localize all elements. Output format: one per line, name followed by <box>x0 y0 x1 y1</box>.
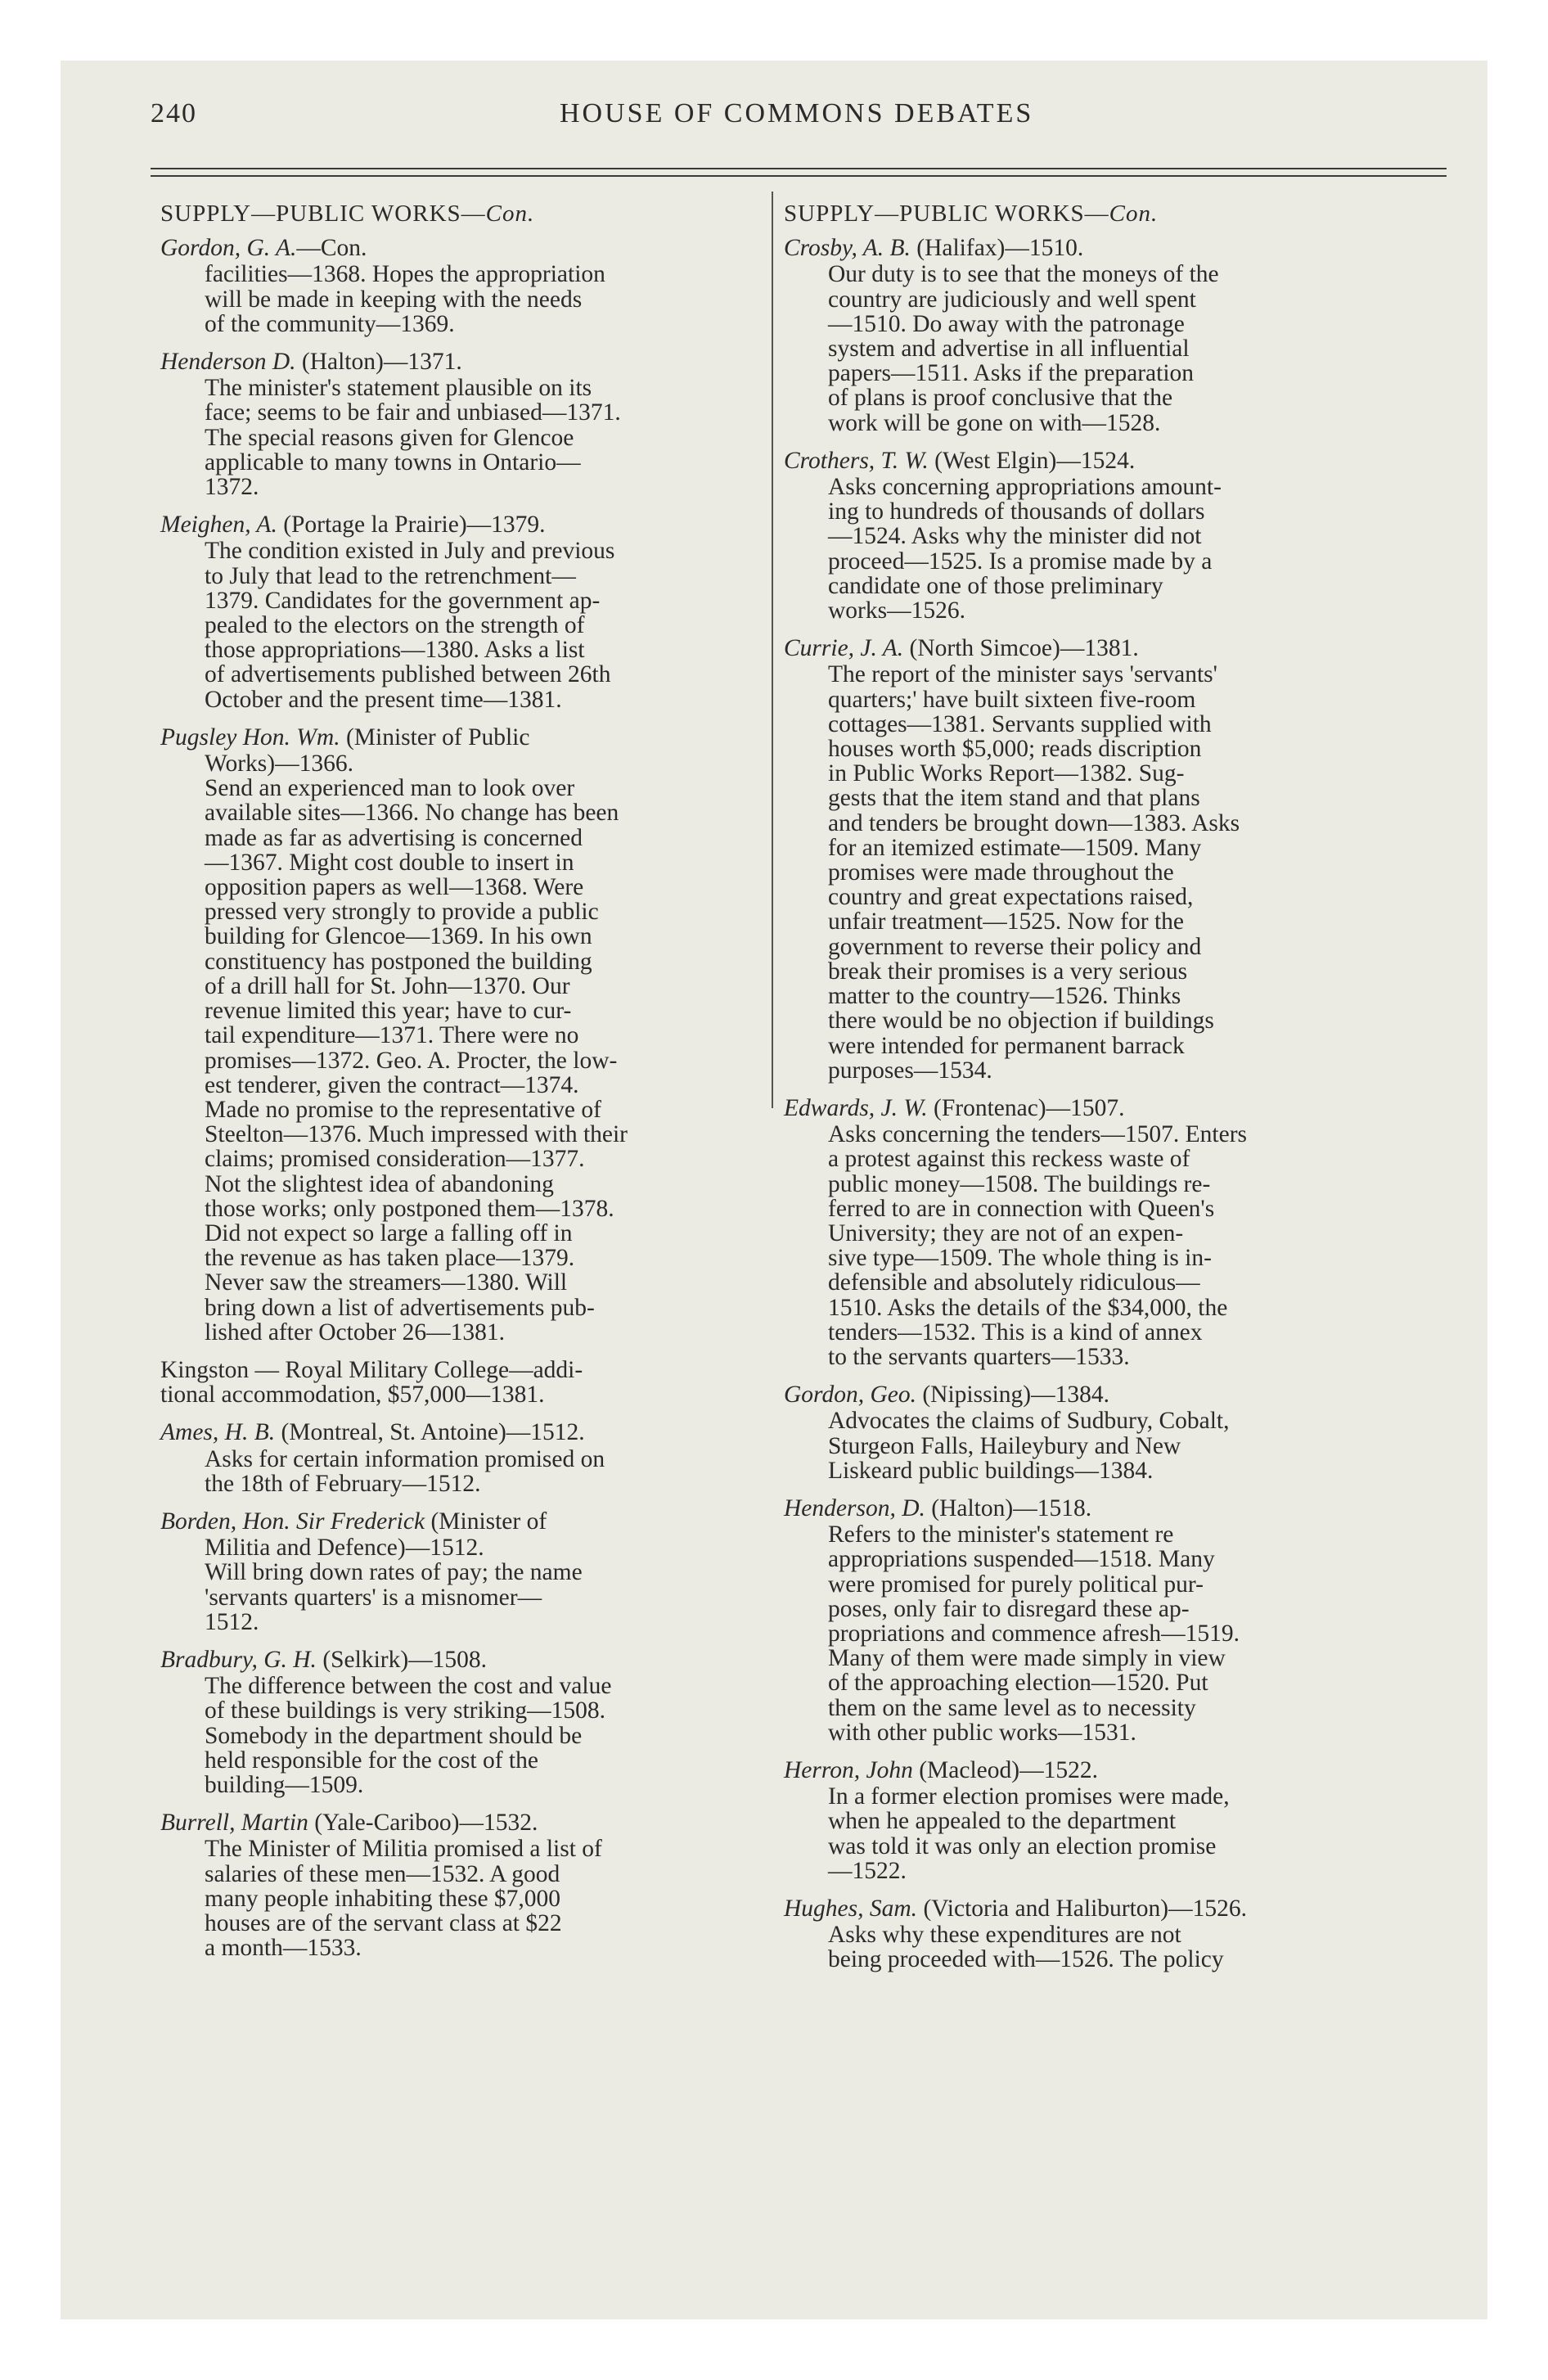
remark-line: salaries of these men—1532. A good <box>205 1860 560 1887</box>
speaker-name: Henderson D. <box>160 349 296 376</box>
speaker-remarks <box>828 1922 1381 1972</box>
remark-line: was told it was only an election promise <box>828 1832 1217 1859</box>
remark-line: country and great expectations raised, <box>828 884 1194 911</box>
remark-line: Refers to the minister's statement re <box>828 1521 1174 1548</box>
speaker-entry <box>784 1496 1381 1745</box>
speaker-detail: (Halton)—1371. <box>295 349 462 376</box>
remark-line: promises—1372. Geo. A. Procter, the low- <box>205 1047 618 1074</box>
speaker-entry <box>160 725 758 1345</box>
remark-line: those works; only postponed them—1378. <box>205 1195 614 1222</box>
remark-line: promises were made throughout the <box>828 859 1174 886</box>
speaker-line <box>160 1509 758 1534</box>
remark-line: of these buildings is very striking—1508. <box>205 1697 605 1724</box>
remark-line: 1379. Candidates for the government ap- <box>205 587 601 614</box>
remark-line: houses worth $5,000; reads discription <box>828 736 1202 763</box>
remark-line: Asks why these expenditures are not <box>828 1922 1181 1949</box>
remark-line: country are judiciously and well spent <box>828 286 1196 313</box>
speaker-line <box>160 1648 758 1672</box>
remark-line: Asks for certain information promised on <box>205 1445 605 1472</box>
speaker-line <box>784 1496 1381 1521</box>
remark-line: for an itemized estimate—1509. Many <box>828 834 1202 861</box>
speaker-line <box>160 725 758 750</box>
remark-line: bring down a list of advertisements pub- <box>205 1294 595 1321</box>
speaker-detail: (Halton)—1518. <box>925 1494 1092 1521</box>
remark-line: Our duty is to see that the moneys of the <box>828 261 1219 288</box>
speaker-detail: (Victoria and Haliburton)—1526. <box>917 1895 1247 1922</box>
speaker-line <box>160 1810 758 1835</box>
speaker-remarks <box>205 262 758 336</box>
remark-line: The difference between the cost and value <box>205 1673 612 1700</box>
remark-line: with other public works—1531. <box>828 1719 1136 1746</box>
remark-line: Liskeard public buildings—1384. <box>828 1457 1154 1484</box>
speaker-line <box>784 449 1381 473</box>
remark-line: will be made in keeping with the needs <box>205 286 583 313</box>
speaker-name: Burrell, Martin <box>160 1810 308 1837</box>
remark-line: were intended for permanent barrack <box>828 1032 1185 1059</box>
speaker-detail: (Nipissing)—1384. <box>916 1382 1109 1409</box>
speaker-entry <box>160 1810 758 1960</box>
remark-line: and tenders be brought down—1383. Asks <box>828 809 1240 836</box>
remark-line: houses are of the servant class at $22 <box>205 1910 562 1936</box>
remark-line: ing to hundreds of thousands of dollars <box>828 498 1205 525</box>
speaker-name: Herron, John <box>784 1756 913 1783</box>
remark-line: of the community—1369. <box>205 310 455 337</box>
speaker-detail: —Con. <box>296 235 367 262</box>
page-header <box>151 98 1443 139</box>
remark-line: work will be gone on with—1528. <box>828 409 1161 436</box>
speaker-remarks <box>828 1409 1381 1483</box>
remark-line: Advocates the claims of Sudbury, Cobalt, <box>828 1408 1230 1435</box>
speaker-line <box>784 1896 1381 1921</box>
remark-line: ferred to are in connection with Queen's <box>828 1195 1215 1222</box>
remark-line: pealed to the electors on the strength of <box>205 612 585 639</box>
speaker-entry <box>784 236 1381 435</box>
speaker-remarks <box>205 1447 758 1496</box>
remark-line: of advertisements published between 26th <box>205 661 611 688</box>
remark-line: being proceeded with—1526. The policy <box>828 1946 1224 1973</box>
remark-line: proceed—1525. Is a promise made by a <box>828 548 1213 575</box>
remark-line: 1510. Asks the details of the $34,000, the <box>828 1294 1228 1321</box>
speaker-remarks <box>828 475 1381 623</box>
speaker-entry <box>784 449 1381 623</box>
speaker-entry <box>784 1096 1381 1369</box>
speaker-remarks <box>205 1560 758 1634</box>
speaker-entry <box>784 1758 1381 1883</box>
header-rule-bottom <box>151 175 1447 177</box>
remark-line: Did not expect so large a falling off in <box>205 1219 573 1246</box>
speaker-name: Hughes, Sam. <box>784 1895 918 1922</box>
remark-line: a protest against this reckess waste of <box>828 1146 1190 1173</box>
speaker-remarks <box>205 1674 758 1797</box>
speaker-remarks <box>828 1784 1381 1883</box>
speaker-remarks <box>205 776 758 1345</box>
speaker-detail: (Macleod)—1522. <box>912 1756 1098 1783</box>
speaker-name: Gordon, G. A. <box>160 235 297 262</box>
speaker-name: Pugsley Hon. Wm. <box>160 723 340 751</box>
remark-line: papers—1511. Asks if the preparation <box>828 360 1195 387</box>
speaker-remarks <box>205 1837 758 1960</box>
speaker-line <box>160 236 758 260</box>
speaker-line <box>784 236 1381 260</box>
remark-line: Sturgeon Falls, Haileybury and New <box>828 1432 1181 1459</box>
remark-line: 1512. <box>205 1608 259 1635</box>
speaker-detail: (Frontenac)—1507. <box>927 1094 1125 1121</box>
heading-con: Con. <box>1109 201 1159 227</box>
remark-line: —1522. <box>828 1857 907 1884</box>
remark-line: gests that the item stand and that plans <box>828 785 1200 812</box>
page-number: 240 <box>151 98 197 128</box>
remark-line: —1524. Asks why the minister did not <box>828 523 1202 550</box>
speaker-remarks <box>828 662 1381 1082</box>
speaker-name: Crosby, A. B. <box>784 235 911 262</box>
remark-line: works—1526. <box>828 597 965 624</box>
remark-line: Never saw the streamers—1380. Will <box>205 1269 568 1296</box>
remark-line: the 18th of February—1512. <box>205 1470 481 1497</box>
remark-line: lished after October 26—1381. <box>205 1318 506 1346</box>
remark-line: building for Glencoe—1369. In his own <box>205 923 592 950</box>
speaker-line <box>160 349 758 374</box>
remark-line: Will bring down rates of pay; the name <box>205 1559 583 1586</box>
remark-line: —1510. Do away with the patronage <box>828 310 1185 337</box>
speaker-name: Gordon, Geo. <box>784 1382 916 1409</box>
remark-line: to July that lead to the retrenchment— <box>205 562 576 589</box>
remark-line: sive type—1509. The whole thing is in- <box>828 1245 1212 1272</box>
remark-line: est tenderer, given the contract—1374. <box>205 1071 579 1098</box>
speaker-detail: (Minister of <box>425 1508 547 1535</box>
speaker-remarks <box>828 1522 1381 1745</box>
scanned-page <box>61 61 1487 2319</box>
remark-line: those appropriations—1380. Asks a list <box>205 637 585 664</box>
remark-line: a month—1533. <box>205 1935 362 1962</box>
speaker-remarks <box>828 1122 1381 1369</box>
remark-line: cottages—1381. Servants supplied with <box>828 710 1212 737</box>
remark-line: break their promises is a very serious <box>828 958 1188 985</box>
speaker-line <box>784 1096 1381 1120</box>
speaker-name: Ames, H. B. <box>160 1419 276 1446</box>
page-title: HOUSE OF COMMONS DEBATES <box>560 98 1034 128</box>
speaker-remarks <box>205 539 758 711</box>
remark-line: government to reverse their policy and <box>828 933 1202 960</box>
remark-line: Asks concerning appropriations amount- <box>828 474 1222 501</box>
remark-line: available sites—1366. No change has been <box>205 800 619 827</box>
speaker-detail: (Minister of Public <box>340 723 530 751</box>
remark-line: to the servants quarters—1533. <box>828 1343 1130 1370</box>
remark-line: many people inhabiting these $7,000 <box>205 1885 561 1912</box>
remark-line: defensible and absolutely ridiculous— <box>828 1269 1200 1296</box>
speaker-detail: (Selkirk)—1508. <box>316 1646 488 1673</box>
left-column-heading <box>160 201 758 226</box>
speaker-line <box>160 512 758 537</box>
remark-line: Made no promise to the representative of <box>205 1096 601 1123</box>
kingston-line: tional accommodation, $57,000—1381. <box>160 1382 545 1409</box>
remark-line: system and advertise in all influential <box>828 336 1190 363</box>
speaker-entry <box>160 1420 758 1496</box>
remark-line: tail expenditure—1371. There were no <box>205 1022 579 1049</box>
remark-line: revenue limited this year; have to cur- <box>205 998 572 1025</box>
remark-line: The special reasons given for Glencoe <box>205 424 574 451</box>
speaker-detail: (North Simcoe)—1381. <box>903 635 1139 662</box>
speaker-entry <box>160 349 758 499</box>
remark-line: —1367. Might cost double to insert in <box>205 849 574 876</box>
remark-line: them on the same level as to necessity <box>828 1694 1196 1721</box>
header-rule-top <box>151 168 1447 169</box>
kingston-item <box>160 1358 758 1407</box>
speaker-line <box>784 1382 1381 1407</box>
speaker-entry <box>160 512 758 712</box>
kingston-line: Kingston — Royal Military College—addi- <box>160 1356 583 1383</box>
speaker-detail: (Montreal, St. Antoine)—1512. <box>275 1419 585 1446</box>
speaker-name: Crothers, T. W. <box>784 447 929 474</box>
speaker-entry <box>784 1382 1381 1483</box>
speaker-remarks <box>205 376 758 499</box>
remark-line: of plans is proof conclusive that the <box>828 385 1173 412</box>
remark-line: in Public Works Report—1382. Sug- <box>828 760 1185 787</box>
remark-line: applicable to many towns in Ontario— <box>205 449 581 476</box>
speaker-line <box>160 1420 758 1445</box>
right-column-heading <box>784 201 1381 226</box>
remark-line: Steelton—1376. Much impressed with their <box>205 1121 628 1148</box>
remark-line: The Minister of Militia promised a list of <box>205 1836 602 1863</box>
remark-line: matter to the country—1526. Thinks <box>828 983 1181 1010</box>
right-column <box>784 201 1381 1986</box>
heading-text: SUPPLY—PUBLIC WORKS— <box>784 201 1109 227</box>
speaker-entry <box>784 636 1381 1083</box>
remark-line: opposition papers as well—1368. Were <box>205 874 584 901</box>
remark-line: public money—1508. The buildings re- <box>828 1170 1211 1197</box>
remark-line: were promised for purely political pur- <box>828 1571 1204 1598</box>
speaker-entry <box>784 1896 1381 1972</box>
speaker-detail-continued: Militia and Defence)—1512. <box>205 1535 484 1562</box>
remark-line: 'servants quarters' is a misnomer— <box>205 1584 542 1611</box>
remark-line: purposes—1534. <box>828 1057 992 1084</box>
heading-text: SUPPLY—PUBLIC WORKS— <box>160 201 486 227</box>
remark-line: of a drill hall for St. John—1370. Our <box>205 972 570 999</box>
remark-line: Many of them were made simply in view <box>828 1645 1226 1672</box>
remark-line: The minister's statement plausible on its <box>205 375 592 402</box>
remark-line: The condition existed in July and previous <box>205 538 615 565</box>
remark-line: October and the present time—1381. <box>205 686 562 713</box>
speaker-entry <box>160 1648 758 1797</box>
speaker-remarks <box>828 262 1381 435</box>
speaker-detail-continued: Works)—1366. <box>205 751 353 778</box>
remark-line: appropriations suspended—1518. Many <box>828 1546 1215 1573</box>
remark-line: there would be no objection if buildings <box>828 1007 1214 1034</box>
remark-line: building—1509. <box>205 1771 364 1798</box>
speaker-name: Borden, Hon. Sir Frederick <box>160 1508 425 1535</box>
speaker-line <box>784 1758 1381 1783</box>
remark-line: The report of the minister says 'servants' <box>828 661 1217 688</box>
remark-line: poses, only fair to disregard these ap- <box>828 1595 1190 1622</box>
remark-line: claims; promised consideration—1377. <box>205 1146 585 1173</box>
remark-line: face; seems to be fair and unbiased—1371. <box>205 399 621 426</box>
remark-line: propriations and commence afresh—1519. <box>828 1620 1240 1647</box>
remark-line: Asks concerning the tenders—1507. Enters <box>828 1121 1248 1148</box>
remark-line: candidate one of those preliminary <box>828 572 1163 599</box>
remark-line: In a former election promises were made, <box>828 1783 1230 1810</box>
speaker-name: Meighen, A. <box>160 512 277 539</box>
remark-line: quarters;' have built sixteen five-room <box>828 686 1196 713</box>
speaker-detail: (West Elgin)—1524. <box>928 447 1136 474</box>
speaker-entry <box>160 236 758 336</box>
remark-line: of the approaching election—1520. Put <box>828 1670 1208 1697</box>
remark-line: Send an experienced man to look over <box>205 775 575 802</box>
speaker-detail: (Yale-Cariboo)—1532. <box>308 1810 538 1837</box>
remark-line: University; they are not of an expen- <box>828 1219 1184 1246</box>
speaker-entry <box>160 1509 758 1634</box>
speaker-line <box>784 636 1381 660</box>
speaker-name: Bradbury, G. H. <box>160 1646 317 1673</box>
remark-line: 1372. <box>205 474 259 501</box>
remark-line: facilities—1368. Hopes the appropriation <box>205 261 605 288</box>
remark-line: when he appealed to the department <box>828 1808 1177 1835</box>
speaker-detail: (Portage la Prairie)—1379. <box>277 512 546 539</box>
heading-con: Con. <box>485 201 535 227</box>
speaker-detail: (Halifax)—1510. <box>910 235 1084 262</box>
remark-line: Not the slightest idea of abandoning <box>205 1170 554 1197</box>
left-column <box>160 201 758 1973</box>
remark-line: Somebody in the department should be <box>205 1722 583 1749</box>
remark-line: the revenue as has taken place—1379. <box>205 1245 575 1272</box>
column-divider <box>772 192 773 1108</box>
remark-line: unfair treatment—1525. Now for the <box>828 908 1184 935</box>
remark-line: constituency has postponed the building <box>205 948 592 975</box>
remark-line: held responsible for the cost of the <box>205 1747 538 1774</box>
remark-line: pressed very strongly to provide a public <box>205 899 599 926</box>
remark-line: tenders—1532. This is a kind of annex <box>828 1318 1203 1346</box>
speaker-name: Henderson, D. <box>784 1494 925 1521</box>
speaker-name: Currie, J. A. <box>784 635 904 662</box>
remark-line: made as far as advertising is concerned <box>205 824 583 851</box>
speaker-name: Edwards, J. W. <box>784 1094 928 1121</box>
